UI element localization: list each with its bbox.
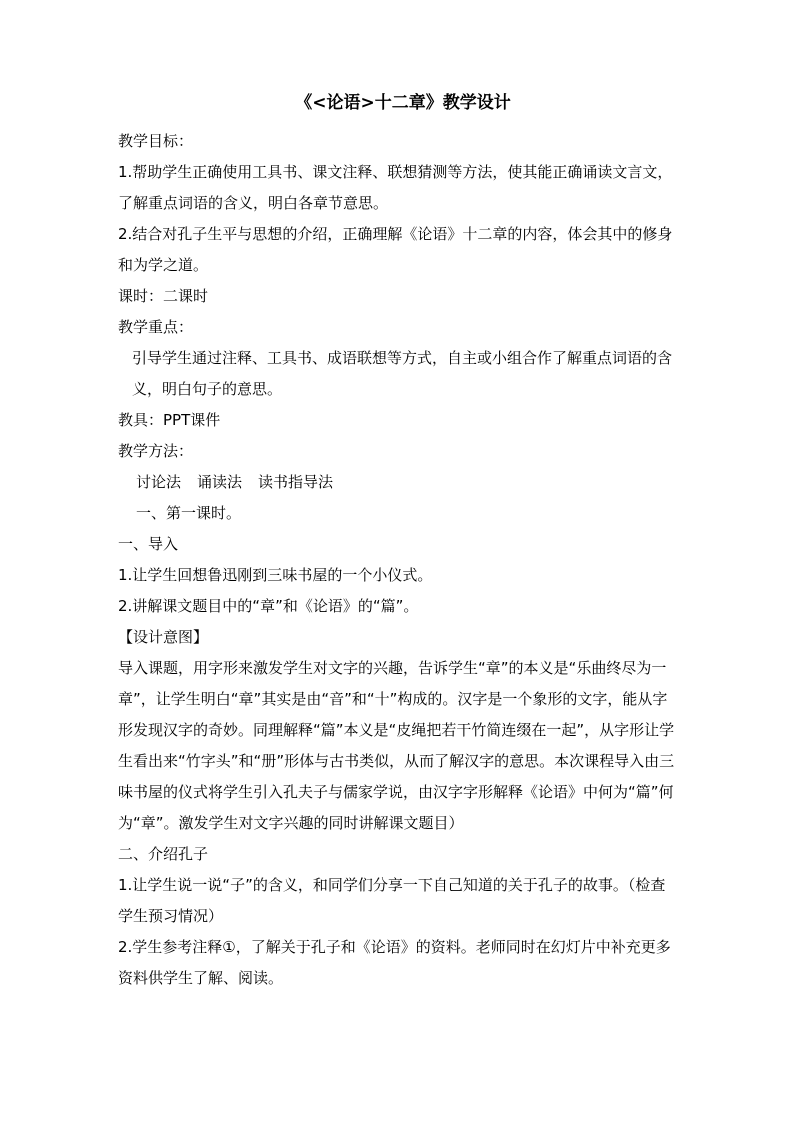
section-label-methods: 教学方法： [118,442,194,460]
methods-list [118,467,680,498]
objective-2: 2.结合对孔子生平与思想的介绍，正确理解《论语》十二章的内容，体会其中的修身和为学之道。 [118,225,673,274]
section-confucius-heading: 二、介绍孔子 [118,845,209,863]
intro-step-2: 2.讲解课文题目中的“章”和《论语》的“篇”。 [118,597,419,615]
lesson-one-heading: 一、第一课时。 [136,504,242,522]
section-intro-heading: 一、导入 [118,535,179,553]
method-reading-guidance: 读书指导法 [258,473,334,491]
objective-1: 1.帮助学生正确使用工具书、课文注释、联想猜测等方法，使其能正确诵读文言文，了解重点词语的含义，明白各章节意思。 [118,163,673,212]
intro-step-1: 1.让学生回想鲁迅刚到三味书屋的一个小仪式。 [118,566,433,584]
document-title: 《<论语>十二章》教学设计 [295,93,511,113]
method-recitation: 诵读法 [197,473,243,491]
section-label-objectives: 教学目标： [118,132,194,150]
design-intent-text: 导入课题，用字形来激发学生对文字的兴趣，告诉学生“章”的本义是“乐曲终尽为一章”，让学生明白“章”其实是由“音”和“十”构成的。汉字是一个象形的文字，能从字形发现汉字的奇妙。同理解释“篇”本义是“皮绳把若干竹简连缀在一起”，从字形让学生看出来“竹字头”和“册”形体与古书类似，从而了解汉字的意思。本次课程导入由三味书屋的仪式将学生引入孔夫子与儒家学说，由汉字字形解释《论语》中何为“篇”何为“章”。激发学生对文字兴趣的同时讲解课文题目） [118,659,675,832]
confucius-step-1: 1.让学生说一说“子”的含义，和同学们分享一下自己知道的关于孔子的故事。（检查学生预习情况） [118,876,666,925]
document-page [118,92,680,994]
method-discussion: 讨论法 [136,473,182,491]
section-label-key-points: 教学重点： [118,318,194,336]
design-intent-label: 【设计意图】 [118,628,209,646]
confucius-step-2: 2.学生参考注释①，了解关于孔子和《论语》的资料。老师同时在幻灯片中补充更多资料供学生了解、阅读。 [118,938,671,987]
key-points-text: 引导学生通过注释、工具书、成语联想等方式，自主或小组合作了解重点词语的含义，明白句子的意思。 [132,349,673,398]
class-hours: 课时：二课时 [118,287,209,305]
teaching-aids: 教具：PPT课件 [118,411,221,429]
